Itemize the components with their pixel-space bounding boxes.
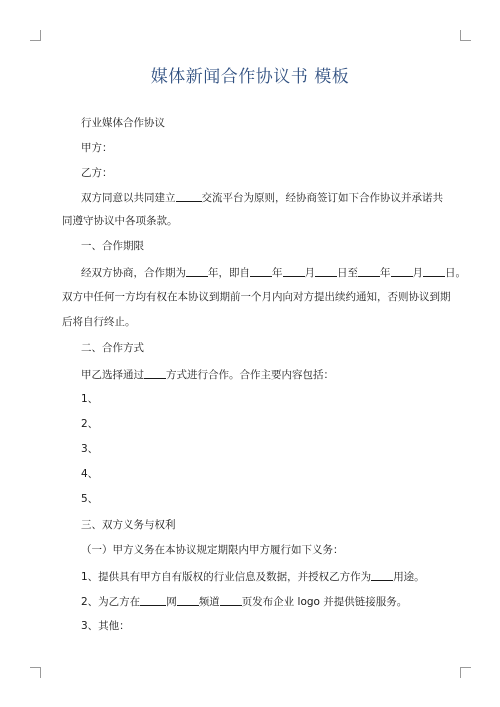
party-b-line: 乙方： <box>81 167 113 179</box>
blank-start-month <box>283 265 305 277</box>
content-item-5: 5、 <box>81 493 99 505</box>
party-a-obligations-heading: （一）甲方义务在本协议规定期限内甲方履行如下义务： <box>81 544 344 556</box>
intro-line-2: 同遵守协议中各项条款。 <box>62 215 178 227</box>
obligation-item-3: 3、其他： <box>81 620 130 632</box>
term-line: 经双方协商，合作期为 年，即自 年 月 日至 年 月 日。 <box>81 267 466 279</box>
content-item-1: 1、 <box>81 393 99 405</box>
section-heading-cooperation: 二、合作方式 <box>81 342 144 354</box>
blank-method <box>144 367 166 379</box>
renewal-line-1: 双方中任何一方均有权在本协议到期前一个月内向对方提出续约通知，否则协议到期 <box>62 291 451 303</box>
blank-start-year <box>250 265 272 277</box>
renewal-line-2: 后将自行终止。 <box>62 316 136 328</box>
blank-website <box>140 594 166 606</box>
corner-mark-top-left <box>30 30 41 41</box>
obligation-item-1: 1、提供具有甲方自有版权的行业信息及数据，并授权乙方作为 用途。 <box>81 571 425 583</box>
blank-page <box>220 594 242 606</box>
blank-years <box>186 265 208 277</box>
corner-mark-top-right <box>460 30 471 41</box>
document-title: 媒体新闻合作协议书 模板 <box>150 67 350 87</box>
content-item-4: 4、 <box>81 468 99 480</box>
corner-mark-bottom-right <box>460 667 471 678</box>
intro-line-1: 双方同意以共同建立 交流平台为原则，经协商签订如下合作协议并承诺共 <box>81 192 443 204</box>
party-a-line: 甲方： <box>81 142 113 154</box>
corner-mark-bottom-left <box>30 667 41 678</box>
blank-end-year <box>358 265 380 277</box>
blank-end-month <box>391 265 413 277</box>
content-item-2: 2、 <box>81 418 99 430</box>
content-item-3: 3、 <box>81 443 99 455</box>
agreement-name: 行业媒体合作协议 <box>81 117 165 129</box>
blank-end-day <box>423 265 445 277</box>
blank-start-day <box>315 265 337 277</box>
obligation-item-2: 2、为乙方在 网 频道 页发布企业 logo 并提供链接服务。 <box>81 596 408 608</box>
blank-platform <box>176 190 202 202</box>
cooperation-method-line: 甲乙选择通过 方式进行合作。合作主要内容包括： <box>81 369 334 381</box>
blank-channel <box>177 594 199 606</box>
section-heading-obligations: 三、双方义务与权利 <box>81 519 176 531</box>
section-heading-term: 一、合作期限 <box>81 240 144 252</box>
blank-usage <box>371 569 393 581</box>
